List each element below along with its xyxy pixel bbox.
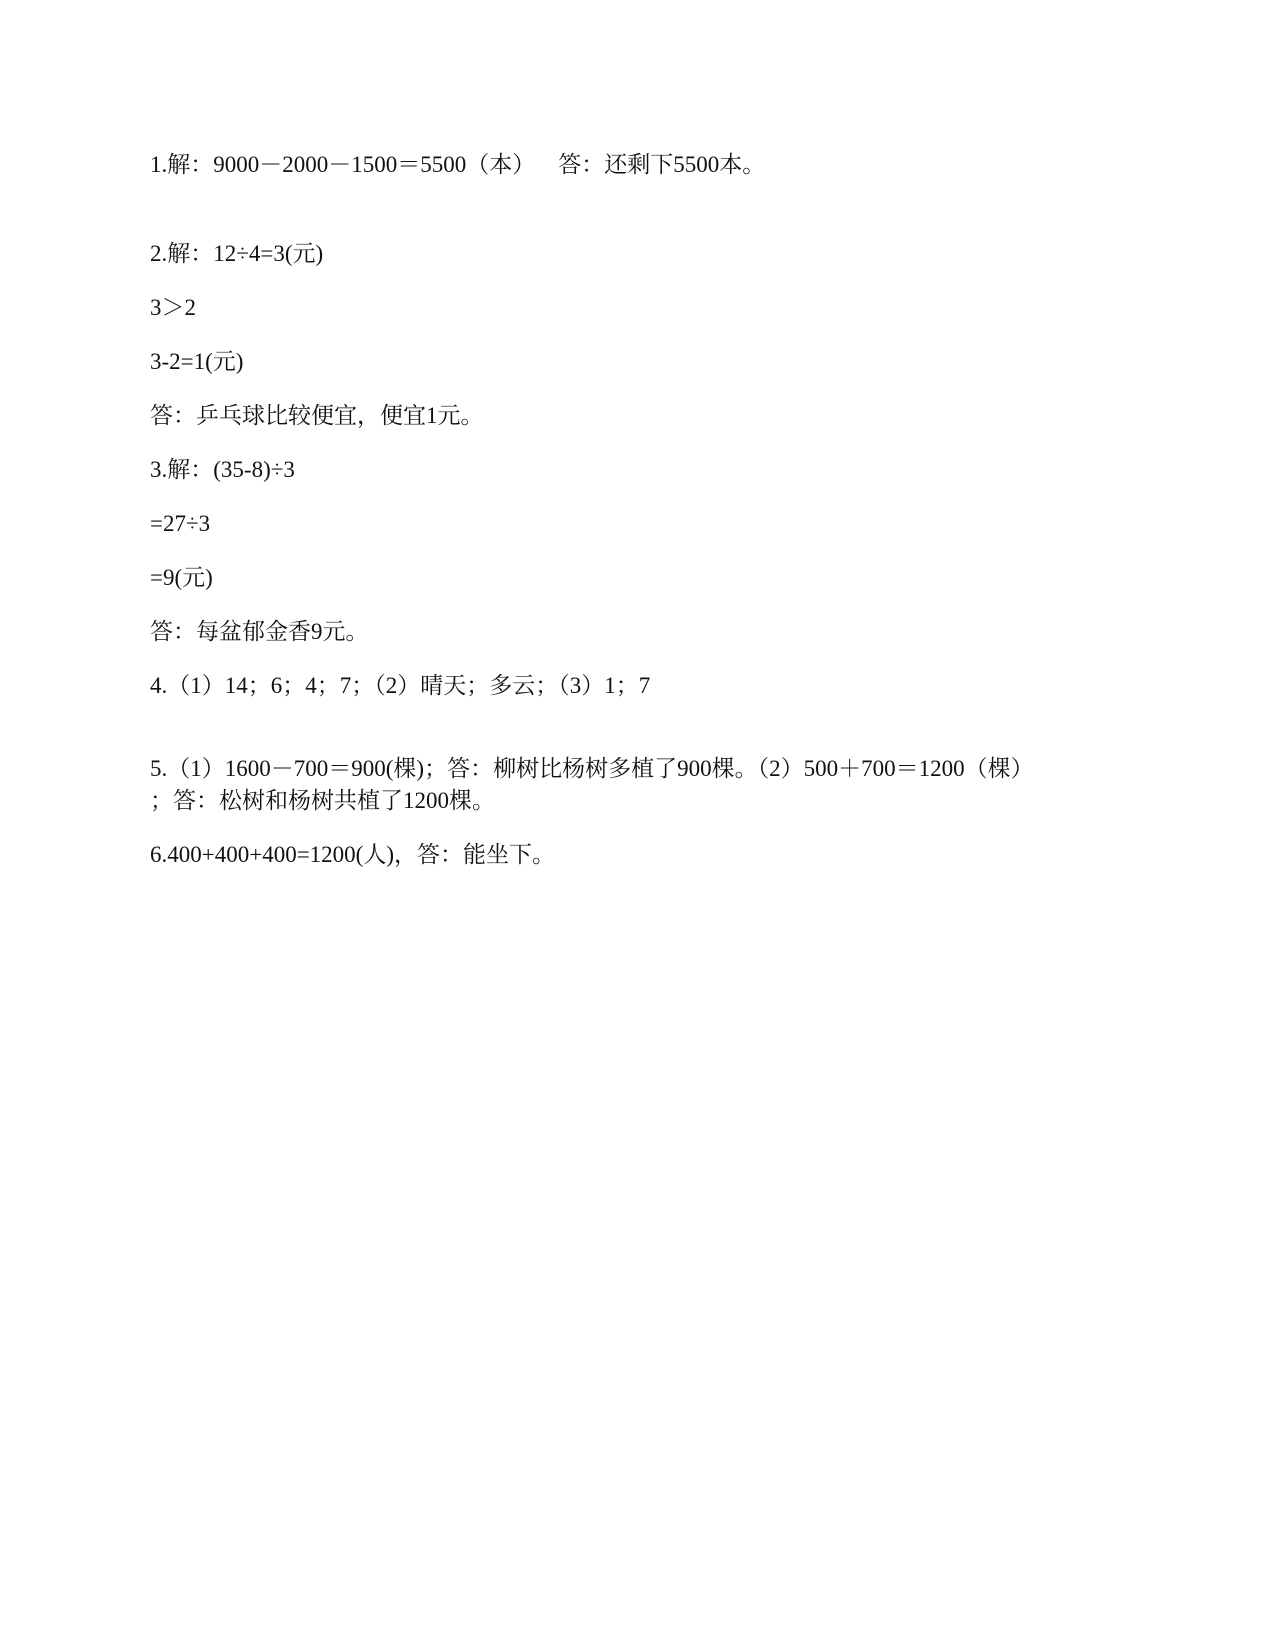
answer-2-line-2: 3＞2 bbox=[150, 295, 196, 320]
answer-3-line-2: =27÷3 bbox=[150, 511, 211, 536]
answer-6: 6.400+400+400=1200(人)，答：能坐下。 bbox=[150, 842, 555, 867]
answer-2-line-3: 3-2=1(元) bbox=[150, 349, 244, 374]
answer-2-conclusion: 答：乒乓球比较便宜，便宜1元。 bbox=[150, 403, 484, 428]
answer-5-line-2: ；答：松树和杨树共植了1200棵。 bbox=[150, 788, 495, 813]
answer-4: 4.（1）14；6；4；7；（2）晴天；多云；（3）1；7 bbox=[150, 673, 651, 698]
answer-3-conclusion: 答：每盆郁金香9元。 bbox=[150, 619, 369, 644]
answer-2-line-1: 2.解：12÷4=3(元) bbox=[150, 241, 324, 266]
answer-1: 1.解：9000－2000－1500＝5500（本） 答：还剩下5500本。 bbox=[150, 152, 766, 177]
answer-5-line-1: 5.（1）1600－700＝900(棵)；答：柳树比杨树多植了900棵。（2）500＋700＝1200（棵） bbox=[150, 756, 1034, 781]
answer-3-line-1: 3.解：(35-8)÷3 bbox=[150, 457, 295, 482]
answer-3-line-3: =9(元) bbox=[150, 565, 213, 590]
